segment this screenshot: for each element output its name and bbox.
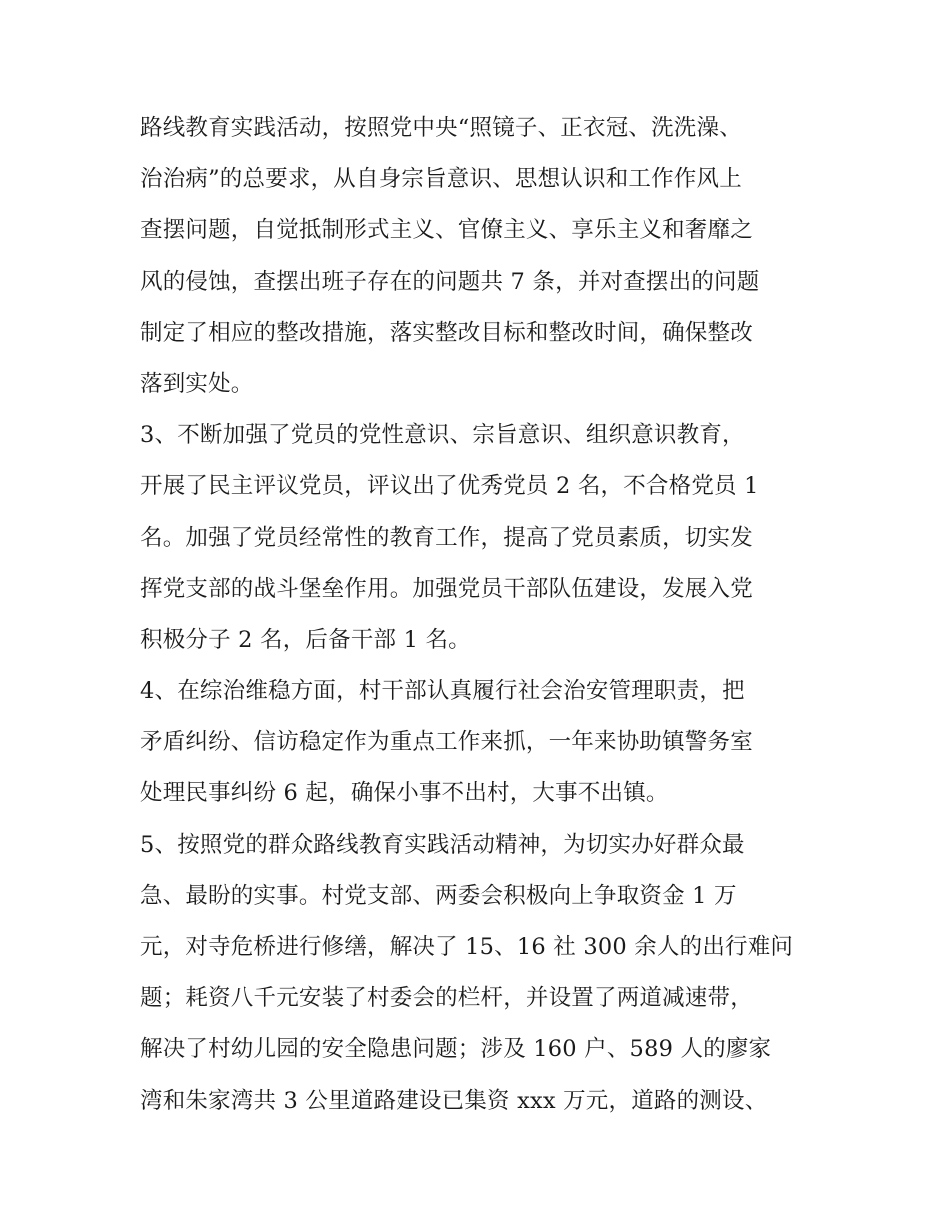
text-line: 处理民事纠纷 6 起，确保小事不出村，大事不出镇。 bbox=[140, 780, 669, 807]
text-line: 解决了村幼儿园的安全隐患问题；涉及 160 户、589 人的廖家 bbox=[140, 1036, 772, 1063]
text-line: 路线教育实践活动，按照党中央“照镜子、正衣冠、洗洗澡、 bbox=[140, 115, 742, 141]
text-line: 挥党支部的战斗堡垒作用。加强党员干部队伍建设，发展入党 bbox=[140, 575, 753, 602]
text-line: 查摆问题，自觉抵制形式主义、官僚主义、享乐主义和奢靡之 bbox=[140, 217, 753, 244]
text-line: 急、最盼的实事。村党支部、两委会积极向上争取资金 1 万 bbox=[140, 882, 737, 909]
text-line: 元，对寺危桥进行修缮，解决了 15、16 社 300 余人的出行难问 bbox=[140, 934, 794, 960]
document-body bbox=[140, 103, 830, 1127]
text-line: 湾和朱家湾共 3 公里道路建设已集资 xxx 万元，道路的测设、 bbox=[140, 1087, 768, 1114]
text-line: 积极分子 2 名，后备干部 1 名。 bbox=[140, 626, 471, 653]
text-line: 3、不断加强了党员的党性意识、宗旨意识、组织意识教育， bbox=[140, 422, 745, 449]
text-line: 5、按照党的群众路线教育实践活动精神，为切实办好群众最 bbox=[140, 831, 745, 858]
text-line: 题；耗资八千元安装了村委会的栏杆，并设置了两道减速带， bbox=[140, 985, 753, 1012]
text-line: 开展了民主评议党员，评议出了优秀党员 2 名，不合格党员 1 bbox=[140, 473, 759, 500]
text-line: 制定了相应的整改措施，落实整改目标和整改时间，确保整改 bbox=[140, 319, 753, 346]
text-line: 落到实处。 bbox=[140, 370, 254, 397]
text-line: 4、在综治维稳方面，村干部认真履行社会治安管理职责，把 bbox=[140, 678, 745, 705]
text-line: 名。加强了党员经常性的教育工作，提高了党员素质，切实发 bbox=[140, 524, 753, 551]
text-line: 矛盾纠纷、信访稳定作为重点工作来抓，一年来协助镇警务室 bbox=[140, 729, 753, 756]
text-line: 治治病”的总要求，从自身宗旨意识、思想认识和工作作风上 bbox=[140, 166, 742, 193]
text-line: 风的侵蚀，查摆出班子存在的问题共 7 条，并对查摆出的问题 bbox=[140, 268, 760, 295]
